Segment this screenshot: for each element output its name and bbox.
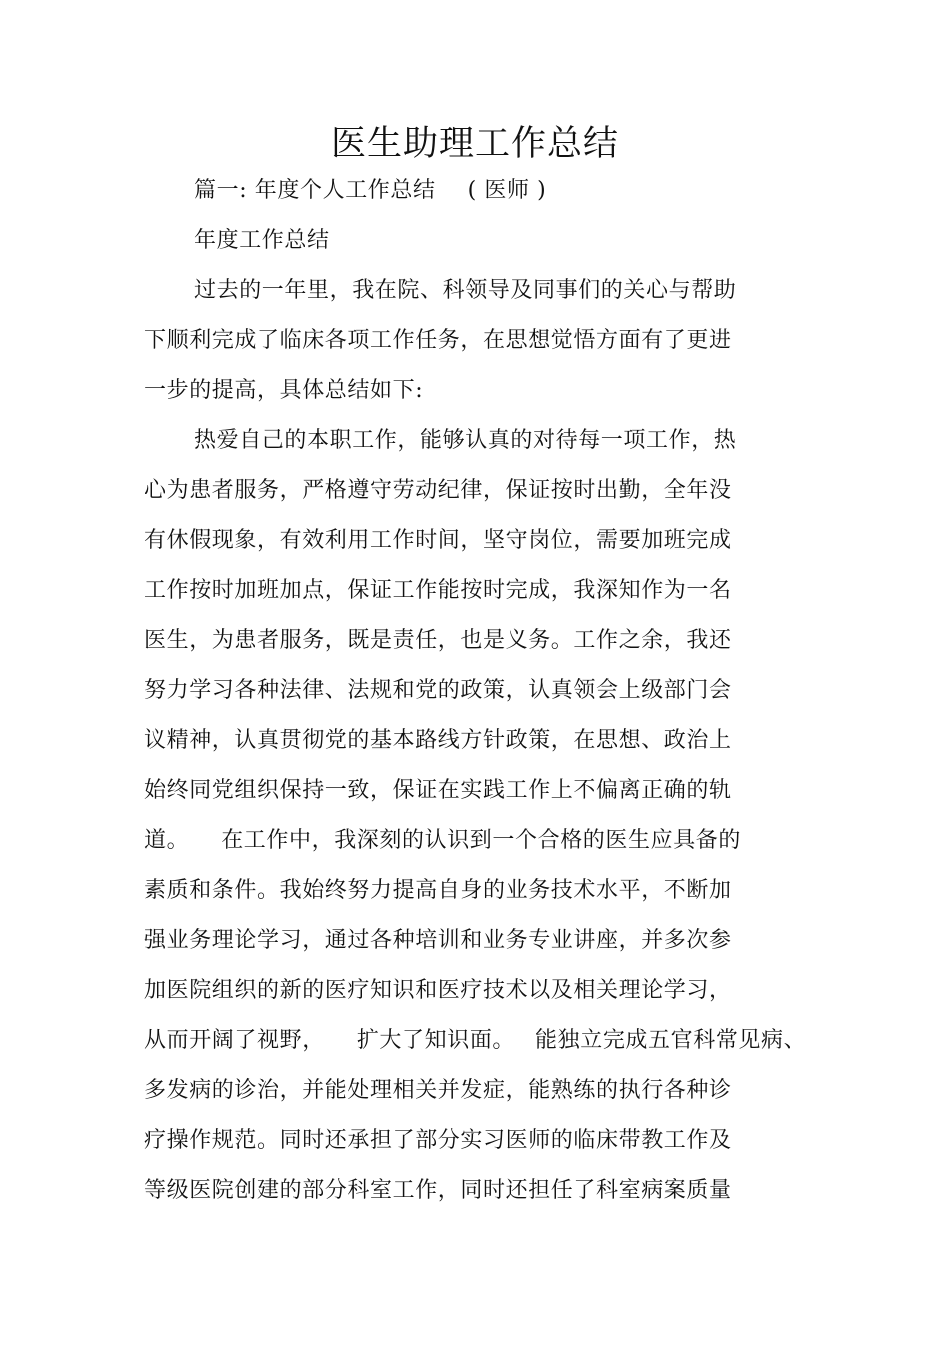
paragraph-line: 心为患者服务，严格遵守劳动纪律，保证按时出勤，全年没: [144, 478, 732, 503]
paragraph-line: 等级医院创建的部分科室工作，同时还担任了科室病案质量: [144, 1178, 732, 1203]
paragraph-line: 始终同党组织保持一致，保证在实践工作上不偏离正确的轨: [144, 778, 732, 803]
paragraph-line: 下顺利完成了临床各项工作任务，在思想觉悟方面有了更进: [144, 328, 732, 353]
paragraph-text: 在工作中，我深刻的认识到一个合格的医生应具备的: [221, 828, 742, 853]
section-heading-line: [194, 175, 546, 207]
section-heading: 篇一: 年度个人工作总结: [194, 178, 436, 203]
paragraph-line: 有休假现象，有效利用工作时间，坚守岗位，需要加班完成: [144, 528, 732, 553]
paragraph-line: 热爱自己的本职工作，能够认真的对待每一项工作，热: [194, 428, 737, 453]
paragraph-line: 工作按时加班加点，保证工作能按时完成，我深知作为一名: [144, 578, 732, 603]
paragraph-line: 疗操作规范。同时还承担了部分实习医师的临床带教工作及: [144, 1128, 732, 1153]
paragraph-line: 努力学习各种法律、法规和党的政策，认真领会上级部门会: [144, 678, 732, 703]
paragraph-text: 能独立完成五官科常见病、: [535, 1028, 807, 1053]
document-title: 医生助理工作总结: [330, 124, 619, 164]
paragraph-text: 从而开阔了视野，: [144, 1028, 325, 1053]
paragraph-line: 医生，为患者服务，既是责任，也是义务。工作之余，我还: [144, 628, 732, 653]
paragraph-line: 过去的一年里，我在院、科领导及同事们的关心与帮助: [194, 278, 737, 303]
section-heading-note: ( 医师 ): [467, 178, 547, 203]
paragraph-line: [144, 825, 741, 857]
paragraph-line: 议精神，认真贯彻党的基本路线方针政策，在思想、政治上: [144, 728, 732, 753]
paragraph-line: 一步的提高，具体总结如下:: [144, 378, 424, 403]
paragraph-text: 道。: [144, 828, 190, 853]
paragraph-line: 强业务理论学习，通过各种培训和业务专业讲座，并多次参: [144, 928, 732, 953]
paragraph-line: 多发病的诊治，并能处理相关并发症，能熟练的执行各种诊: [144, 1078, 732, 1103]
paragraph-line: 素质和条件。我始终努力提高自身的业务技术水平，不断加: [144, 878, 732, 903]
paragraph-text: 扩大了知识面。: [356, 1028, 516, 1053]
paragraph-line: 加医院组织的新的医疗知识和医疗技术以及相关理论学习，: [144, 978, 732, 1003]
subheading: 年度工作总结: [194, 228, 330, 253]
paragraph-line: [144, 1025, 806, 1057]
